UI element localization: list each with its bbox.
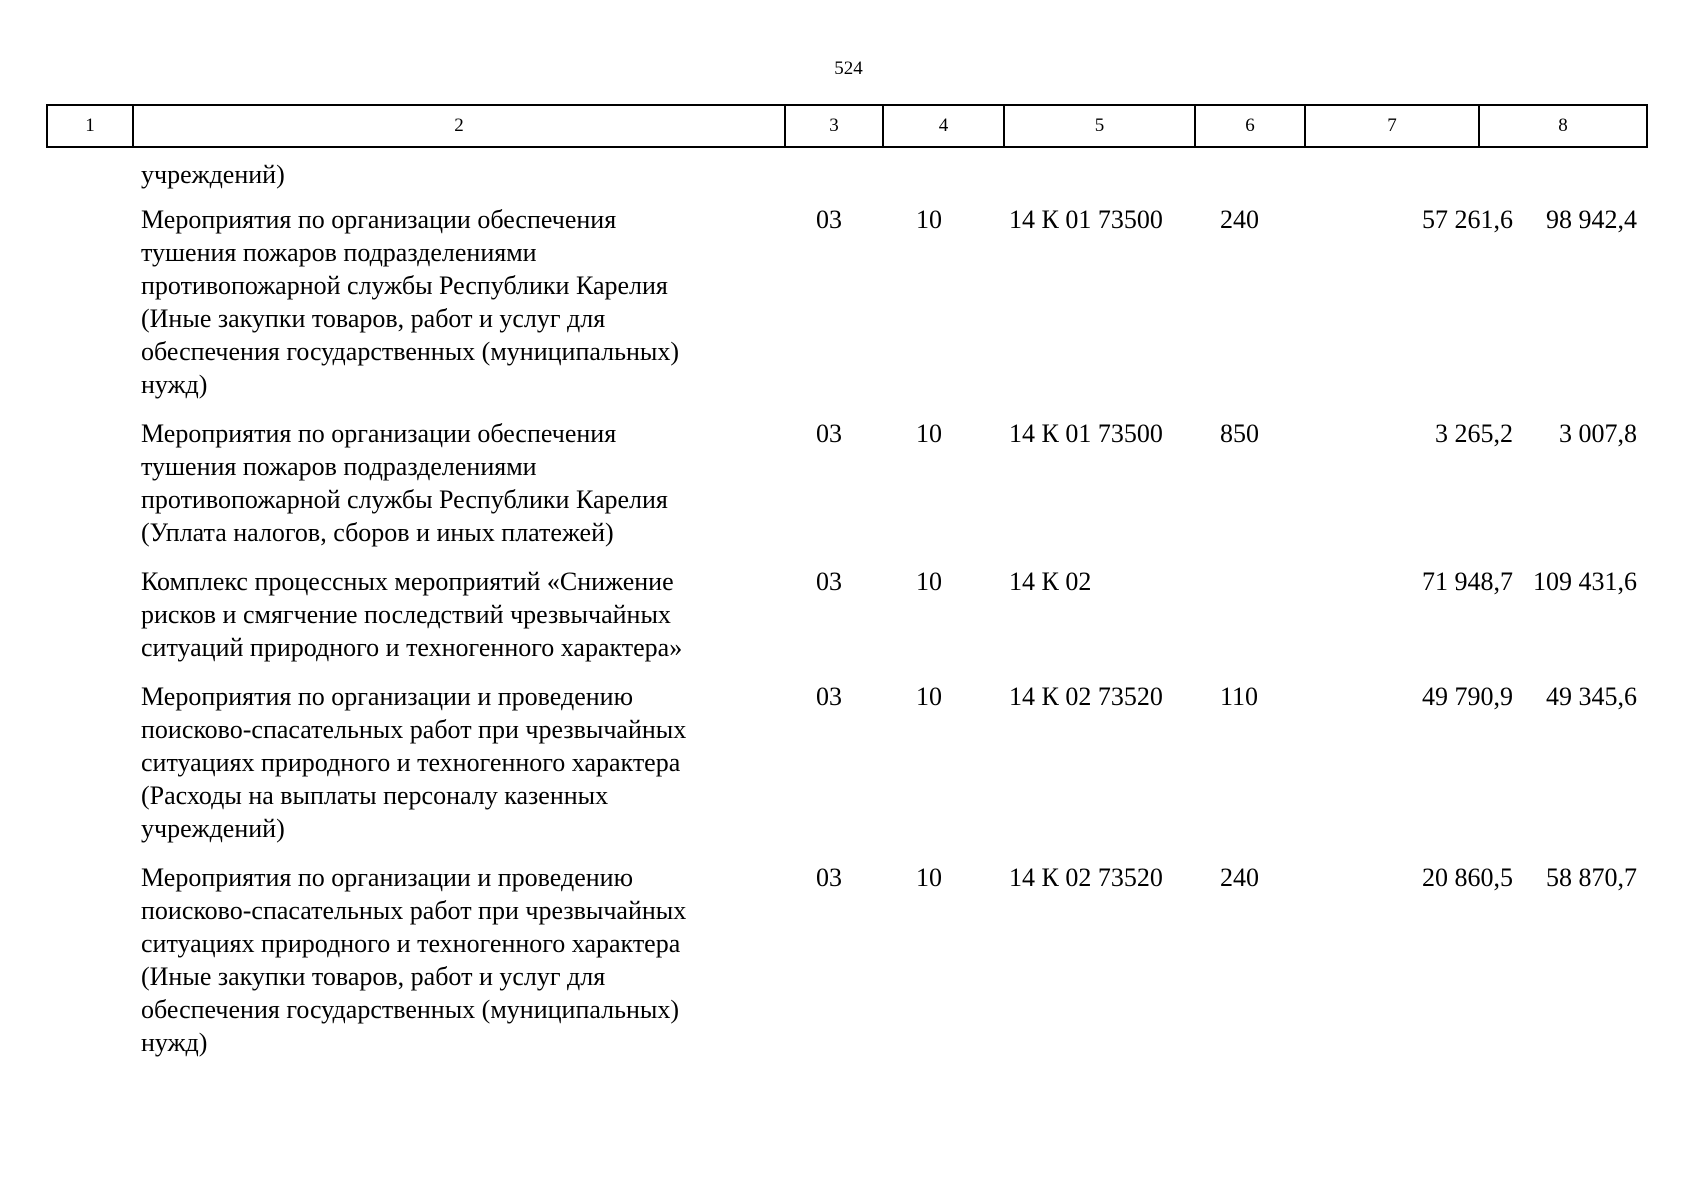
row-description: Мероприятия по организации и проведению поисково-спасательных работ при чрезвычайных ситуациях природного и техногенного характера (Расходы на выплаты персоналу казенных учреждений) (141, 682, 687, 843)
row-section: 03 (816, 205, 842, 234)
row-description: Мероприятия по организации обеспечения тушения пожаров подразделениями противопожарной службы Республики Карелия (Уплата налогов, сборов и иных платежей) (141, 419, 668, 547)
header-col-5: 5 (1004, 105, 1195, 147)
row-target-code: 14 К 02 73520 (1009, 863, 1163, 892)
row-target-code: 14 К 02 73520 (1009, 682, 1163, 711)
row-expense-type: 240 (1220, 863, 1259, 892)
row-target-code: 14 К 01 73500 (1009, 419, 1163, 448)
row-amount-1: 71 948,7 (1422, 567, 1513, 596)
row-amount-2: 3 007,8 (1559, 419, 1637, 448)
row-section: 03 (816, 682, 842, 711)
row-expense-type: 240 (1220, 205, 1259, 234)
row-amount-1: 49 790,9 (1422, 682, 1513, 711)
row-section: 03 (816, 567, 842, 596)
continuation-row (46, 158, 1646, 191)
row-expense-type: 850 (1220, 419, 1259, 448)
table-row (46, 203, 1646, 401)
header-col-8: 8 (1479, 105, 1647, 147)
row-subsection: 10 (916, 863, 942, 892)
row-amount-2: 109 431,6 (1533, 567, 1637, 596)
table-row (46, 417, 1646, 549)
row-amount-1: 20 860,5 (1422, 863, 1513, 892)
table-row (46, 680, 1646, 845)
page-number: 524 (834, 58, 863, 79)
header-col-3: 3 (785, 105, 883, 147)
header-col-1: 1 (47, 105, 133, 147)
row-amount-1: 3 265,2 (1435, 419, 1513, 448)
header-col-4: 4 (883, 105, 1004, 147)
row-amount-1: 57 261,6 (1422, 205, 1513, 234)
row-amount-2: 98 942,4 (1546, 205, 1637, 234)
row-description: Мероприятия по организации и проведению поисково-спасательных работ при чрезвычайных ситуациях природного и техногенного характера (Иные закупки товаров, работ и услуг для обеспечения государственных (муниципальных) нужд) (141, 863, 687, 1057)
row-subsection: 10 (916, 419, 942, 448)
row-subsection: 10 (916, 567, 942, 596)
column-header-table (46, 104, 1648, 148)
row-description: Комплекс процессных мероприятий «Снижение рисков и смягчение последствий чрезвычайных ситуаций природного и техногенного характера» (141, 567, 683, 662)
table-row (46, 861, 1646, 1059)
row-description: Мероприятия по организации обеспечения тушения пожаров подразделениями противопожарной службы Республики Карелия (Иные закупки товаров, работ и услуг для обеспечения государственных (муниципальных) нужд) (141, 205, 680, 399)
row-subsection: 10 (916, 205, 942, 234)
row-subsection: 10 (916, 682, 942, 711)
row-expense-type: 110 (1220, 682, 1259, 711)
header-col-7: 7 (1305, 105, 1479, 147)
row-target-code: 14 К 01 73500 (1009, 205, 1163, 234)
row-section: 03 (816, 863, 842, 892)
row-amount-2: 49 345,6 (1546, 682, 1637, 711)
table-body (46, 158, 1646, 1075)
continuation-text: учреждений) (141, 160, 285, 189)
row-section: 03 (816, 419, 842, 448)
header-row (47, 105, 1647, 147)
row-target-code: 14 К 02 (1009, 567, 1092, 596)
row-amount-2: 58 870,7 (1546, 863, 1637, 892)
header-col-6: 6 (1195, 105, 1305, 147)
header-col-2: 2 (133, 105, 785, 147)
table-row (46, 565, 1646, 664)
